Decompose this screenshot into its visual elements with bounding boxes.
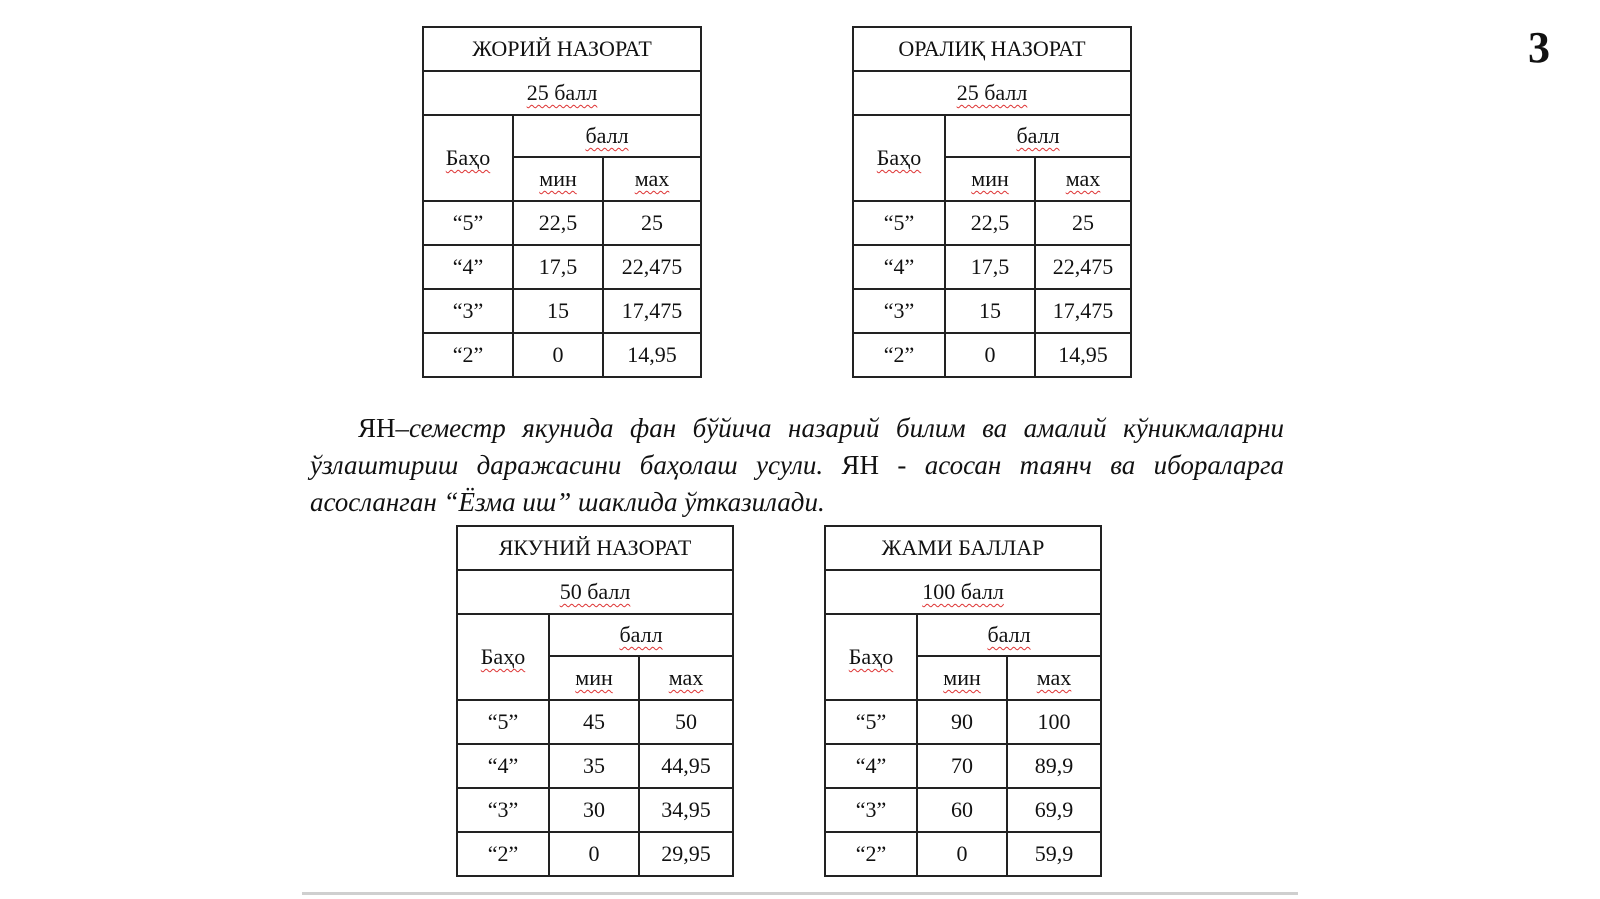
min-cell: 45 <box>549 700 639 744</box>
table-total: 25 балл <box>853 71 1131 115</box>
table-row <box>457 788 733 832</box>
min-cell: 17,5 <box>513 245 603 289</box>
table-title: ЖОРИЙ НАЗОРАТ <box>423 27 701 71</box>
grade-cell: “4” <box>853 245 945 289</box>
table-row <box>825 788 1101 832</box>
min-cell: 30 <box>549 788 639 832</box>
min-header: мин <box>945 157 1035 201</box>
table-row <box>457 700 733 744</box>
grade-cell: “5” <box>825 700 917 744</box>
min-cell: 70 <box>917 744 1007 788</box>
table-row <box>853 245 1131 289</box>
max-cell: 25 <box>603 201 701 245</box>
grade-header: Баҳо <box>457 614 549 700</box>
table-row <box>825 744 1101 788</box>
table-row <box>457 744 733 788</box>
min-cell: 0 <box>917 832 1007 876</box>
table-title: ОРАЛИҚ НАЗОРАТ <box>853 27 1131 71</box>
min-cell: 0 <box>549 832 639 876</box>
table-row <box>853 289 1131 333</box>
paragraph-text: –семестр якунида фан бўйича назарий билим ва амалий кўникмаларни ўзлаштириш даражасини баҳолаш усули. <box>310 413 1284 480</box>
max-cell: 17,475 <box>1035 289 1131 333</box>
max-header: мах <box>1007 656 1101 700</box>
min-header: мин <box>513 157 603 201</box>
max-header: мах <box>1035 157 1131 201</box>
table-title: ЯКУНИЙ НАЗОРАТ <box>457 526 733 570</box>
max-cell: 59,9 <box>1007 832 1101 876</box>
min-header: мин <box>917 656 1007 700</box>
bottom-divider <box>302 892 1298 895</box>
table-row <box>457 832 733 876</box>
max-cell: 25 <box>1035 201 1131 245</box>
grade-cell: “2” <box>423 333 513 377</box>
grade-cell: “4” <box>457 744 549 788</box>
min-cell: 0 <box>945 333 1035 377</box>
max-cell: 50 <box>639 700 733 744</box>
max-cell: 89,9 <box>1007 744 1101 788</box>
grade-cell: “3” <box>423 289 513 333</box>
table-total: 25 балл <box>423 71 701 115</box>
grade-cell: “3” <box>853 289 945 333</box>
grade-cell: “5” <box>853 201 945 245</box>
min-cell: 22,5 <box>513 201 603 245</box>
table-total: 50 балл <box>457 570 733 614</box>
min-cell: 15 <box>513 289 603 333</box>
abbreviation: ЯН <box>358 413 396 443</box>
min-cell: 60 <box>917 788 1007 832</box>
abbreviation: ЯН <box>841 450 880 480</box>
page-number: 3 <box>1528 23 1550 72</box>
min-cell: 90 <box>917 700 1007 744</box>
grade-cell: “5” <box>457 700 549 744</box>
description-paragraph <box>310 410 1284 521</box>
max-cell: 44,95 <box>639 744 733 788</box>
max-cell: 29,95 <box>639 832 733 876</box>
max-header: мах <box>639 656 733 700</box>
current-control-table <box>422 26 702 378</box>
score-header: балл <box>549 614 733 656</box>
max-cell: 34,95 <box>639 788 733 832</box>
score-header: балл <box>513 115 701 157</box>
score-header: балл <box>917 614 1101 656</box>
max-cell: 17,475 <box>603 289 701 333</box>
table-row <box>423 289 701 333</box>
max-header: мах <box>603 157 701 201</box>
min-cell: 17,5 <box>945 245 1035 289</box>
max-cell: 69,9 <box>1007 788 1101 832</box>
grade-cell: “2” <box>825 832 917 876</box>
max-cell: 22,475 <box>603 245 701 289</box>
table-row <box>423 201 701 245</box>
min-header: мин <box>549 656 639 700</box>
table-total: 100 балл <box>825 570 1101 614</box>
min-cell: 22,5 <box>945 201 1035 245</box>
paragraph-text: - асосан таянч ва ибораларга асосланган “Ёзма иш” шаклида ўтказилади. <box>310 450 1285 517</box>
table-row <box>825 700 1101 744</box>
max-cell: 100 <box>1007 700 1101 744</box>
grade-cell: “3” <box>457 788 549 832</box>
max-cell: 22,475 <box>1035 245 1131 289</box>
final-control-table <box>456 525 734 877</box>
min-cell: 15 <box>945 289 1035 333</box>
grade-cell: “4” <box>423 245 513 289</box>
table-title: ЖАМИ БАЛЛАР <box>825 526 1101 570</box>
grade-cell: “2” <box>457 832 549 876</box>
grade-cell: “5” <box>423 201 513 245</box>
grade-header: Баҳо <box>853 115 945 201</box>
grade-cell: “3” <box>825 788 917 832</box>
total-scores-table <box>824 525 1102 877</box>
grade-cell: “4” <box>825 744 917 788</box>
table-row <box>853 201 1131 245</box>
grade-cell: “2” <box>853 333 945 377</box>
grade-header: Баҳо <box>825 614 917 700</box>
grade-header: Баҳо <box>423 115 513 201</box>
table-row <box>853 333 1131 377</box>
table-row <box>825 832 1101 876</box>
table-row <box>423 333 701 377</box>
score-header: балл <box>945 115 1131 157</box>
min-cell: 0 <box>513 333 603 377</box>
max-cell: 14,95 <box>603 333 701 377</box>
min-cell: 35 <box>549 744 639 788</box>
intermediate-control-table <box>852 26 1132 378</box>
max-cell: 14,95 <box>1035 333 1131 377</box>
table-row <box>423 245 701 289</box>
